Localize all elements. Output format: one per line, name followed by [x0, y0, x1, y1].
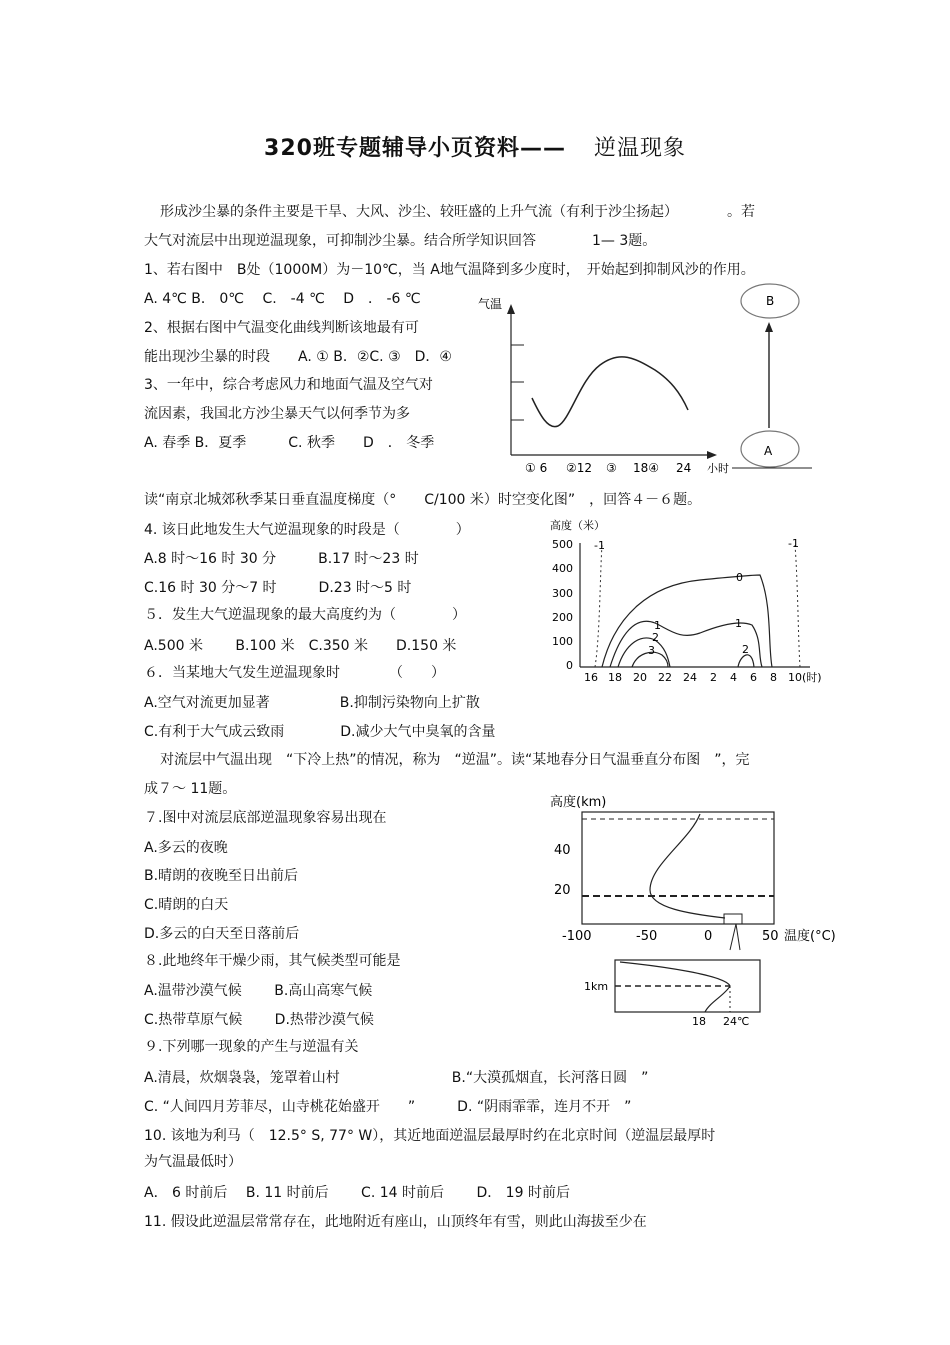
q4-row-2: C.16 时 30 分～7 时 D.23 时～5 时	[144, 580, 412, 596]
q8-stem: ８.此地终年干燥少雨，其气候类型可能是	[144, 953, 401, 969]
q6-stem: ６．当某地大气发生逆温现象时 （ ）	[144, 665, 445, 681]
chart2-x-tick: 20	[633, 671, 647, 684]
point-b-label: B	[766, 294, 775, 308]
q2-stem-1: 2、根据右图中气温变化曲线判断该地最有可	[144, 320, 419, 336]
chart3-xlabel: 温度(°C)	[784, 929, 836, 944]
q7-option-a: A.多云的夜晚	[144, 840, 228, 856]
intro-line-2: 大气对流层中出现逆温现象，可抑制沙尘暴。结合所学知识回答 1— 3题。	[144, 233, 657, 249]
q8-row-1: A.温带沙漠气候 B.高山高寒气候	[144, 983, 373, 999]
q9-row-2: C. “人间四月芳菲尽，山寺桃花始盛开 ” D. “阴雨霏霏，连月不开 ”	[144, 1099, 632, 1115]
chart2-y-tick: 300	[552, 587, 573, 600]
contour-minus1-right	[795, 545, 800, 667]
contour-label: 0	[736, 571, 743, 584]
contour-label: 2	[652, 631, 659, 644]
q3-stem-1: 3、一年中，综合考虑风力和地面气温及空气对	[144, 377, 433, 393]
chart2-x-tick: 6	[750, 671, 757, 684]
q7-stem: ７.图中对流层底部逆温现象容易出现在	[144, 810, 387, 826]
temperature-curve-chart	[470, 280, 820, 480]
q7-option-d: D.多云的白天至日落前后	[144, 926, 300, 942]
q2-stem-2: 能出现沙尘暴的时段 A. ① B．②C. ③ D．④	[144, 349, 452, 365]
chart3-x-tick: 50	[762, 929, 779, 944]
chart2-y-tick: 400	[552, 562, 573, 575]
q10-stem-1: 10. 该地为利马（ 12.5° S, 77° W），其近地面逆温层最厚时约在北京时间（逆温层最厚时	[144, 1128, 716, 1144]
q5-stem: ５．发生大气逆温现象的最大高度约为（ ）	[144, 607, 466, 623]
title-sub: 逆温现象	[593, 136, 686, 161]
rising-air-arrow-head	[765, 322, 773, 332]
chart1-ylabel: 气温	[478, 297, 503, 311]
temperature-curve	[532, 357, 688, 427]
inset-pointer-line	[730, 924, 736, 950]
chart3-y-tick: 40	[554, 843, 571, 858]
chart1-x-tick: ③	[606, 461, 617, 475]
chart3-x-tick: -100	[562, 929, 592, 944]
contour-2-left	[618, 638, 670, 667]
chart2-x-tick: 2	[710, 671, 717, 684]
chart2-x-tick: 16	[584, 671, 598, 684]
vertical-temperature-profile-chart	[540, 790, 860, 1030]
q9-row-1: A.清晨，炊烟袅袅，笼罩着山村 B.“大漠孤烟直，长河落日圆 ”	[144, 1070, 649, 1086]
contour-minus1-left	[595, 545, 602, 667]
contour-label: 2	[742, 643, 749, 656]
chart1-y-arrow	[507, 304, 515, 314]
chart1-x-tick: 24	[676, 461, 692, 475]
temperature-profile-curve	[650, 814, 725, 918]
q4-stem: 4. 该日此地发生大气逆温现象的时段是（ ）	[144, 522, 470, 538]
chart3-frame	[582, 812, 774, 924]
q6-row-2: C.有利于大气成云致雨 D.减少大气中臭氧的含量	[144, 724, 496, 740]
title-main: 320班专题辅导小页资料——	[264, 136, 566, 161]
contour-label: 1	[654, 619, 661, 632]
inset-pointer-line	[736, 924, 740, 950]
chart2-x-tick: 22	[658, 671, 672, 684]
read-instruction-2: 读“南京北城郊秋季某日垂直温度梯度（° C/100 米）时空变化图” ，回答４－６题。	[144, 492, 702, 508]
q7-option-b: B.晴朗的夜晚至日出前后	[144, 868, 299, 884]
q3-options: A. 春季 B．夏季 C. 秋季 D ． 冬季	[144, 435, 435, 451]
read-instruction-3-line-2: 成７～ 11题。	[144, 781, 237, 797]
inset-x-tick: 24℃	[723, 1015, 750, 1028]
q3-stem-2: 流因素，我国北方沙尘暴天气以何季节为多	[144, 406, 410, 422]
chart1-x-tick: ②12	[566, 461, 593, 475]
intro-line-1: 形成沙尘暴的条件主要是干旱、大风、沙尘、较旺盛的上升气流（有利于沙尘扬起） 。若	[160, 204, 755, 220]
chart2-x-tick: 24	[683, 671, 697, 684]
chart2-x-tick: 4	[730, 671, 737, 684]
q11-stem: 11. 假设此逆温层常常存在，此地附近有座山，山顶终年有雪，则此山海拔至少在	[144, 1214, 647, 1230]
temperature-gradient-contour-chart	[540, 515, 840, 685]
chart3-ylabel: 高度(km)	[550, 795, 607, 810]
chart2-y-tick: 100	[552, 635, 573, 648]
chart2-x-tick: 8	[770, 671, 777, 684]
chart2-y-tick: 0	[566, 659, 573, 672]
q5-row: A.500 米 B.100 米 C.350 米 D.150 米	[144, 638, 457, 654]
q8-row-2: C.热带草原气候 D.热带沙漠气候	[144, 1012, 374, 1028]
inset-label: 1km	[584, 980, 609, 993]
q4-row-1: A.8 时～16 时 30 分 B.17 时～23 时	[144, 551, 419, 567]
inset-x-tick: 18	[692, 1015, 706, 1028]
chart1-x-arrow	[707, 451, 717, 459]
chart2-x-tick: 18	[608, 671, 622, 684]
chart3-x-tick: 0	[704, 929, 713, 944]
q1-options: A. 4℃ B． 0℃ C. -4 ℃ D ． -6 ℃	[144, 291, 421, 307]
chart2-y-tick: 500	[552, 538, 573, 551]
contour-label: 3	[648, 644, 655, 657]
read-instruction-3-line-1: 对流层中气温出现 “下冷上热”的情况，称为 “逆温”。读“某地春分日气温垂直分布图 ”，完	[160, 752, 750, 768]
contour-label: -1	[594, 539, 605, 552]
chart1-x-tick: ① 6	[525, 461, 548, 475]
chart3-y-tick: 20	[554, 883, 571, 898]
chart2-x-tick: 10(时)	[788, 671, 822, 684]
inset-marker-box	[724, 914, 742, 924]
chart3-x-tick: -50	[636, 929, 658, 944]
chart1-x-tick: 18④	[633, 461, 660, 475]
point-a-label: A	[764, 444, 773, 458]
contour-label: -1	[788, 537, 799, 550]
chart2-y-tick: 200	[552, 611, 573, 624]
q10-options: A． 6 时前后 B. 11 时前后 C. 14 时前后 D． 19 时前后	[144, 1185, 570, 1201]
q1-stem: 1、若右图中 B处（1000M）为－10℃，当 A地气温降到多少度时， 开始起到抑制风沙的作用。	[144, 262, 755, 278]
inset-curve	[620, 962, 730, 1012]
chart1-xlabel: 小时	[707, 462, 729, 475]
contour-label: 1	[735, 617, 742, 630]
q7-option-c: C.晴朗的白天	[144, 897, 229, 913]
q10-stem-2: 为气温最低时）	[144, 1154, 242, 1170]
chart2-ylabel: 高度（米）	[550, 519, 605, 532]
page-title	[0, 131, 950, 162]
q6-row-1: A.空气对流更加显著 B.抑制污染物向上扩散	[144, 695, 480, 711]
q9-stem: ９.下列哪一现象的产生与逆温有关	[144, 1039, 359, 1055]
contour-2-right	[738, 655, 754, 667]
